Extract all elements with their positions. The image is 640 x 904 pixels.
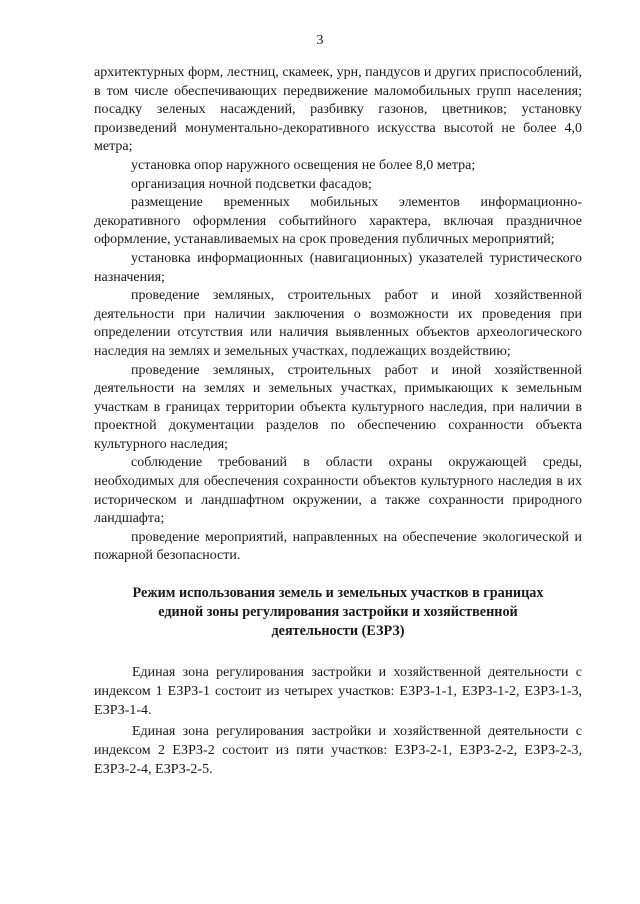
document-body [94, 64, 582, 781]
section-heading: Режим использования земель и земельных участков в границах единой зоны регулирования застройки и хозяйственной деятельности (ЕЗРЗ) [132, 585, 544, 640]
page-number: 3 [316, 33, 324, 48]
list-paragraph: соблюдение требований в области охраны окружающей среды, необходимых для обеспечения сохранности объектов культурного наследия в их историческом и ландшафтном окружении, а также сохранности природного ландшафта; [94, 455, 582, 527]
list-paragraph: установка информационных (навигационных) указателей туристического назначения; [94, 250, 582, 285]
list-paragraph: проведение земляных, строительных работ и иной хозяйственной деятельности при наличии заключения о возможности их проведения при определении отсутствия или наличия выявленных объектов археологического наследия на землях и земельных участках, подлежащих воздействию; [94, 288, 582, 359]
section-paragraph: Единая зона регулирования застройки и хозяйственной деятельности с индексом 2 ЕЗРЗ-2 состоит из пяти участков: ЕЗРЗ-2-1, ЕЗРЗ-2-2, ЕЗРЗ-2-3, ЕЗРЗ-2-4, ЕЗРЗ-2-5. [94, 724, 582, 778]
section-paragraph: Единая зона регулирования застройки и хозяйственной деятельности с индексом 1 ЕЗРЗ-1 состоит из четырех участков: ЕЗРЗ-1-1, ЕЗРЗ-1-2, ЕЗРЗ-1-3, ЕЗРЗ-1-4. [94, 665, 582, 719]
list-paragraph: проведение земляных, строительных работ и иной хозяйственной деятельности на землях и земельных участках, примыкающих к земельным участкам в границах территории объекта культурного наследия, при наличии в проектной документации разделов по обеспечению сохранности объекта культурного наследия; [94, 362, 582, 452]
list-paragraph: организация ночной подсветки фасадов; [131, 176, 372, 192]
list-paragraph: установка опор наружного освещения не более 8,0 метра; [131, 157, 476, 173]
list-paragraph: размещение временных мобильных элементов информационно-декоративного оформления событийного характера, включая праздничное оформление, устанавливаемых на срок проведения публичных мероприятий; [94, 195, 582, 248]
list-paragraph: проведение мероприятий, направленных на обеспечение экологической и пожарной безопасности. [94, 529, 582, 564]
list-paragraph: архитектурных форм, лестниц, скамеек, урн, пандусов и других приспособлений, в том числе обеспечивающих передвижение маломобильных групп населения; посадку зеленых насаждений, разбивку газонов, цветников; установку произведений монументально-декоративного искусства высотой не более 4,0 метра; [94, 65, 582, 155]
section-body [94, 663, 582, 779]
